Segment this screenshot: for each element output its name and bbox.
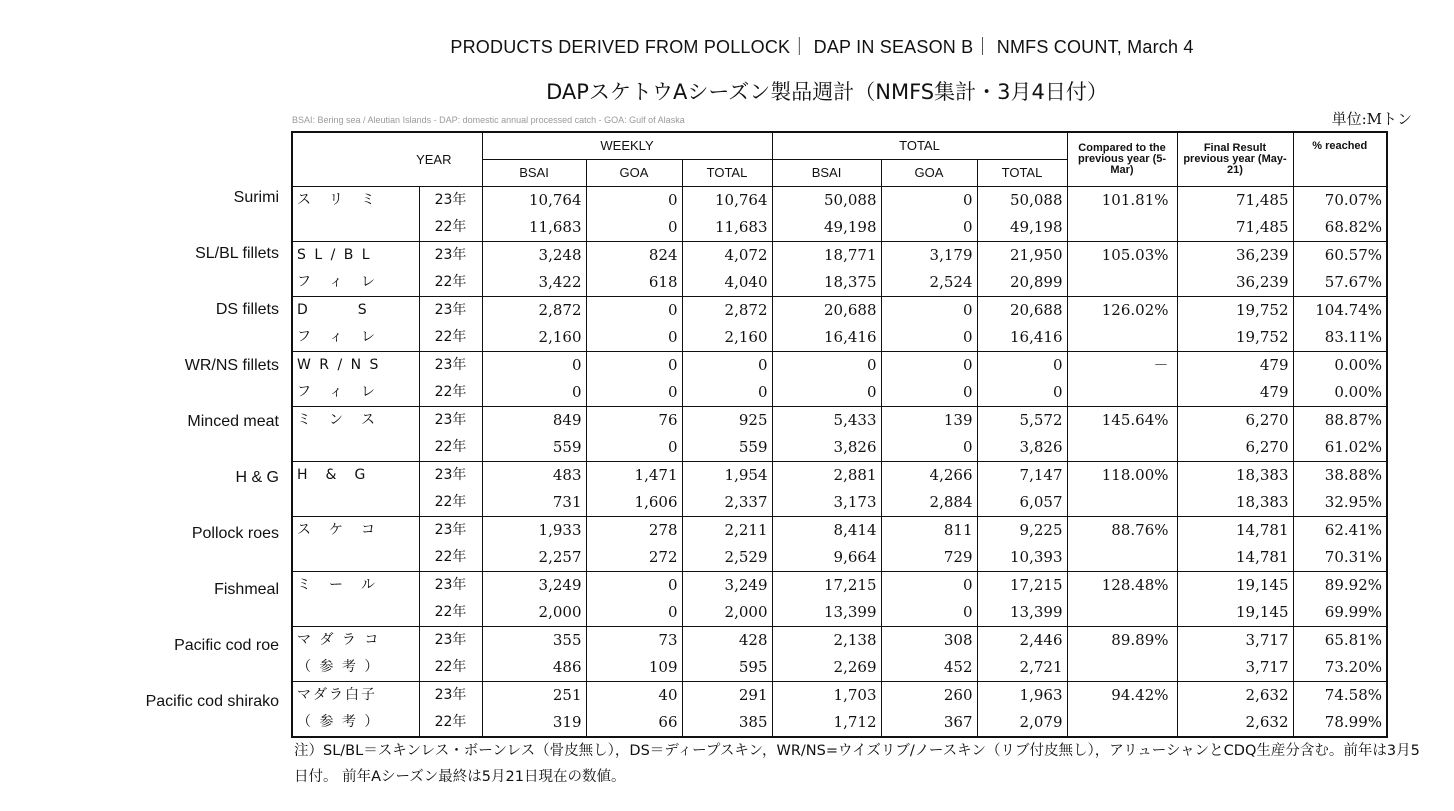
cell-t-bsai: 13,399 (772, 599, 881, 627)
cell-final: 14,781 (1177, 517, 1293, 545)
cell-t-total: 17,215 (977, 572, 1067, 600)
cell-w-total: 925 (682, 407, 772, 435)
cell-reached: 60.57% (1293, 242, 1387, 270)
cell-compared: 101.81% (1067, 187, 1177, 215)
cell-final: 71,485 (1177, 187, 1293, 215)
table-row (292, 379, 1387, 407)
cell-compared: 126.02% (1067, 297, 1177, 325)
cell-t-goa: 0 (881, 572, 977, 600)
row-label (0, 522, 281, 578)
cell-w-goa: 0 (586, 214, 682, 242)
table-row (292, 242, 1387, 270)
cell-w-total: 2,337 (682, 489, 772, 517)
cell-w-bsai: 731 (482, 489, 586, 517)
cell-w-total: 2,872 (682, 297, 772, 325)
table-row (292, 324, 1387, 352)
row-label-text: DS fillets (215, 301, 279, 318)
year-cell: 23年 (419, 572, 482, 600)
cell-t-bsai: 3,173 (772, 489, 881, 517)
cell-t-bsai: 0 (772, 352, 881, 380)
year-cell: 22年 (419, 489, 482, 517)
row-label (0, 242, 281, 298)
cell-t-bsai: 9,664 (772, 544, 881, 572)
product-name-jp: S L / B L (292, 242, 419, 270)
row-label (0, 298, 281, 354)
header-weekly-goa: GOA (586, 160, 682, 187)
year-cell: 23年 (419, 242, 482, 270)
row-label (0, 466, 281, 522)
cell-w-goa: 1,471 (586, 462, 682, 490)
cell-w-goa: 824 (586, 242, 682, 270)
table-row (292, 489, 1387, 517)
cell-w-goa: 278 (586, 517, 682, 545)
cell-t-bsai: 2,269 (772, 654, 881, 682)
cell-t-bsai: 16,416 (772, 324, 881, 352)
year-cell: 22年 (419, 709, 482, 737)
cell-t-bsai: 18,771 (772, 242, 881, 270)
cell-w-bsai: 3,422 (482, 269, 586, 297)
cell-final: 18,383 (1177, 462, 1293, 490)
data-table (291, 131, 1388, 738)
cell-w-goa: 0 (586, 187, 682, 215)
cell-reached: 62.41% (1293, 517, 1387, 545)
table-row (292, 434, 1387, 462)
product-name-jp: W R / N S (292, 352, 419, 380)
cell-w-goa: 0 (586, 379, 682, 407)
cell-t-total: 16,416 (977, 324, 1067, 352)
cell-t-goa: 0 (881, 214, 977, 242)
product-name-jp (292, 599, 419, 627)
cell-reached: 32.95% (1293, 489, 1387, 517)
row-label (0, 410, 281, 466)
cell-t-goa: 0 (881, 324, 977, 352)
cell-w-bsai: 2,000 (482, 599, 586, 627)
year-cell: 22年 (419, 654, 482, 682)
row-label-text: Fishmeal (214, 581, 279, 598)
row-label-text: Minced meat (187, 413, 279, 430)
table-row (292, 269, 1387, 297)
cell-compared: 94.42% (1067, 682, 1177, 710)
cell-w-total: 11,683 (682, 214, 772, 242)
cell-w-goa: 66 (586, 709, 682, 737)
cell-w-bsai: 2,872 (482, 297, 586, 325)
cell-w-total: 0 (682, 379, 772, 407)
japanese-title: DAPスケトウAシーズン製品週計（NMFS集計・3月4日付） (546, 80, 1108, 104)
product-name-jp: マダラ白子 (292, 682, 419, 710)
cell-w-goa: 1,606 (586, 489, 682, 517)
cell-t-bsai: 3,826 (772, 434, 881, 462)
unit-label: 単位:Mトン (1331, 110, 1412, 128)
table-row (292, 599, 1387, 627)
cell-compared: 128.48% (1067, 572, 1177, 600)
cell-reached: 68.82% (1293, 214, 1387, 242)
header-percent-reached: % reached (1293, 132, 1387, 187)
row-label-text: H & G (235, 469, 279, 486)
cell-t-bsai: 1,712 (772, 709, 881, 737)
year-cell: 23年 (419, 462, 482, 490)
cell-reached: 89.92% (1293, 572, 1387, 600)
table-row (292, 572, 1387, 600)
cell-reached: 0.00% (1293, 379, 1387, 407)
cell-final: 3,717 (1177, 654, 1293, 682)
product-name-jp: D S (292, 297, 419, 325)
cell-w-goa: 0 (586, 572, 682, 600)
cell-reached: 0.00% (1293, 352, 1387, 380)
cell-w-bsai: 2,160 (482, 324, 586, 352)
cell-w-bsai: 486 (482, 654, 586, 682)
header-weekly-total: TOTAL (682, 160, 772, 187)
row-labels (0, 186, 281, 746)
year-cell: 23年 (419, 187, 482, 215)
cell-t-bsai: 50,088 (772, 187, 881, 215)
table-row (292, 654, 1387, 682)
cell-w-bsai: 559 (482, 434, 586, 462)
cell-w-total: 0 (682, 352, 772, 380)
cell-t-goa: 3,179 (881, 242, 977, 270)
year-cell: 23年 (419, 517, 482, 545)
cell-t-total: 2,079 (977, 709, 1067, 737)
product-name-jp: ミ ー ル (292, 572, 419, 600)
cell-t-total: 49,198 (977, 214, 1067, 242)
cell-t-goa: 0 (881, 297, 977, 325)
cell-t-total: 6,057 (977, 489, 1067, 517)
cell-reached: 88.87% (1293, 407, 1387, 435)
product-name-jp: （ 参 考 ） (292, 709, 419, 737)
year-cell: 22年 (419, 379, 482, 407)
cell-reached: 38.88% (1293, 462, 1387, 490)
cell-w-goa: 272 (586, 544, 682, 572)
cell-w-total: 428 (682, 627, 772, 655)
header-total-total: TOTAL (977, 160, 1067, 187)
row-label-text: Surimi (233, 189, 279, 206)
cell-t-goa: 4,266 (881, 462, 977, 490)
cell-w-total: 291 (682, 682, 772, 710)
row-label (0, 578, 281, 634)
cell-reached: 83.11% (1293, 324, 1387, 352)
cell-w-total: 10,764 (682, 187, 772, 215)
cell-w-bsai: 319 (482, 709, 586, 737)
cell-t-goa: 139 (881, 407, 977, 435)
cell-reached: 104.74% (1293, 297, 1387, 325)
cell-compared (1067, 214, 1177, 242)
table-row (292, 352, 1387, 380)
cell-t-goa: 260 (881, 682, 977, 710)
year-cell: 22年 (419, 544, 482, 572)
table-row (292, 627, 1387, 655)
row-label-text: Pacific cod shirako (145, 693, 279, 710)
cell-t-goa: 2,524 (881, 269, 977, 297)
cell-final: 479 (1177, 379, 1293, 407)
cell-t-bsai: 17,215 (772, 572, 881, 600)
cell-final: 3,717 (1177, 627, 1293, 655)
cell-w-goa: 0 (586, 324, 682, 352)
cell-w-total: 3,249 (682, 572, 772, 600)
product-name-jp: フ ィ レ (292, 324, 419, 352)
cell-w-bsai: 2,257 (482, 544, 586, 572)
cell-final: 36,239 (1177, 269, 1293, 297)
abbreviation-legend: BSAI: Bering sea / Aleutian Islands - DAP: domestic annual processed catch - GOA: Gulf of Alaska (292, 115, 685, 125)
cell-t-goa: 0 (881, 379, 977, 407)
table-row (292, 544, 1387, 572)
cell-w-bsai: 355 (482, 627, 586, 655)
product-name-jp (292, 214, 419, 242)
cell-compared (1067, 434, 1177, 462)
row-label-text: WR/NS fillets (184, 357, 279, 374)
cell-final: 19,752 (1177, 297, 1293, 325)
header-weekly-bsai: BSAI (482, 160, 586, 187)
cell-t-bsai: 8,414 (772, 517, 881, 545)
product-name-jp: H & G (292, 462, 419, 490)
table-row (292, 517, 1387, 545)
cell-t-bsai: 0 (772, 379, 881, 407)
row-label (0, 690, 281, 746)
table-row (292, 214, 1387, 242)
cell-t-goa: 0 (881, 352, 977, 380)
cell-w-total: 2,529 (682, 544, 772, 572)
year-cell: 23年 (419, 407, 482, 435)
cell-t-total: 2,721 (977, 654, 1067, 682)
cell-reached: 70.07% (1293, 187, 1387, 215)
cell-reached: 57.67% (1293, 269, 1387, 297)
year-cell: 22年 (419, 599, 482, 627)
year-cell: 23年 (419, 627, 482, 655)
cell-t-total: 3,826 (977, 434, 1067, 462)
year-cell: 23年 (419, 682, 482, 710)
cell-w-total: 2,000 (682, 599, 772, 627)
row-label (0, 634, 281, 690)
cell-t-goa: 367 (881, 709, 977, 737)
cell-compared (1067, 599, 1177, 627)
cell-w-total: 2,211 (682, 517, 772, 545)
table-row (292, 682, 1387, 710)
header-total-bsai: BSAI (772, 160, 881, 187)
cell-t-bsai: 49,198 (772, 214, 881, 242)
cell-w-total: 4,040 (682, 269, 772, 297)
cell-compared (1067, 324, 1177, 352)
year-cell: 23年 (419, 297, 482, 325)
cell-final: 6,270 (1177, 434, 1293, 462)
cell-compared: 118.00% (1067, 462, 1177, 490)
cell-w-bsai: 1,933 (482, 517, 586, 545)
cell-t-bsai: 2,881 (772, 462, 881, 490)
year-cell: 22年 (419, 269, 482, 297)
product-name-jp: ス ケ コ (292, 517, 419, 545)
cell-t-goa: 0 (881, 599, 977, 627)
row-label (0, 186, 281, 242)
header-final-result: Final Result previous year (May-21) (1177, 132, 1293, 187)
product-name-jp: ス リ ミ (292, 187, 419, 215)
cell-w-goa: 76 (586, 407, 682, 435)
cell-w-bsai: 0 (482, 379, 586, 407)
row-label-text: SL/BL fillets (195, 245, 279, 262)
cell-t-goa: 452 (881, 654, 977, 682)
cell-t-goa: 0 (881, 187, 977, 215)
cell-w-goa: 618 (586, 269, 682, 297)
cell-t-total: 5,572 (977, 407, 1067, 435)
year-cell: 22年 (419, 324, 482, 352)
cell-final: 2,632 (1177, 682, 1293, 710)
cell-reached: 73.20% (1293, 654, 1387, 682)
table-row (292, 709, 1387, 737)
cell-final: 479 (1177, 352, 1293, 380)
cell-t-bsai: 20,688 (772, 297, 881, 325)
cell-reached: 69.99% (1293, 599, 1387, 627)
cell-w-total: 2,160 (682, 324, 772, 352)
row-label-text: Pollock roes (191, 525, 279, 542)
row-label-text: Pacific cod roe (174, 637, 279, 654)
cell-reached: 78.99% (1293, 709, 1387, 737)
cell-compared (1067, 544, 1177, 572)
cell-final: 36,239 (1177, 242, 1293, 270)
cell-compared: 105.03% (1067, 242, 1177, 270)
cell-w-total: 1,954 (682, 462, 772, 490)
year-cell: 23年 (419, 352, 482, 380)
cell-t-goa: 308 (881, 627, 977, 655)
cell-t-total: 7,147 (977, 462, 1067, 490)
table-row (292, 407, 1387, 435)
cell-final: 14,781 (1177, 544, 1293, 572)
cell-w-total: 385 (682, 709, 772, 737)
cell-compared (1067, 489, 1177, 517)
cell-t-goa: 811 (881, 517, 977, 545)
cell-w-bsai: 10,764 (482, 187, 586, 215)
year-cell: 22年 (419, 434, 482, 462)
cell-final: 18,383 (1177, 489, 1293, 517)
product-name-jp (292, 544, 419, 572)
cell-w-bsai: 11,683 (482, 214, 586, 242)
cell-w-total: 4,072 (682, 242, 772, 270)
cell-t-total: 0 (977, 379, 1067, 407)
cell-w-goa: 40 (586, 682, 682, 710)
cell-t-goa: 2,884 (881, 489, 977, 517)
product-name-jp: （ 参 考 ） (292, 654, 419, 682)
cell-w-bsai: 3,249 (482, 572, 586, 600)
cell-t-total: 13,399 (977, 599, 1067, 627)
cell-reached: 65.81% (1293, 627, 1387, 655)
cell-w-goa: 73 (586, 627, 682, 655)
header-compared: Compared to the previous year (5-Mar) (1067, 132, 1177, 187)
cell-w-bsai: 0 (482, 352, 586, 380)
table-row (292, 187, 1387, 215)
year-cell: 22年 (419, 214, 482, 242)
product-name-jp: フ ィ レ (292, 379, 419, 407)
cell-compared: 89.89% (1067, 627, 1177, 655)
product-name-jp (292, 434, 419, 462)
main-title: PRODUCTS DERIVED FROM POLLOCK｜ DAP IN SEASON B｜ NMFS COUNT, March 4 (450, 37, 1194, 57)
cell-compared (1067, 269, 1177, 297)
cell-t-total: 50,088 (977, 187, 1067, 215)
cell-compared (1067, 709, 1177, 737)
cell-t-total: 21,950 (977, 242, 1067, 270)
header-total-goa: GOA (881, 160, 977, 187)
cell-t-total: 2,446 (977, 627, 1067, 655)
cell-w-goa: 0 (586, 352, 682, 380)
cell-t-total: 10,393 (977, 544, 1067, 572)
cell-t-goa: 0 (881, 434, 977, 462)
cell-w-bsai: 251 (482, 682, 586, 710)
header-weekly: WEEKLY (482, 132, 772, 160)
cell-final: 19,145 (1177, 599, 1293, 627)
cell-final: 2,632 (1177, 709, 1293, 737)
cell-t-bsai: 2,138 (772, 627, 881, 655)
cell-w-goa: 0 (586, 297, 682, 325)
cell-w-goa: 0 (586, 599, 682, 627)
product-name-jp: ミ ン ス (292, 407, 419, 435)
cell-reached: 61.02% (1293, 434, 1387, 462)
cell-w-bsai: 3,248 (482, 242, 586, 270)
product-name-jp: フ ィ レ (292, 269, 419, 297)
table-row (292, 462, 1387, 490)
cell-w-bsai: 483 (482, 462, 586, 490)
cell-t-goa: 729 (881, 544, 977, 572)
cell-t-total: 20,688 (977, 297, 1067, 325)
cell-final: 19,145 (1177, 572, 1293, 600)
product-name-jp: マ ダ ラ コ (292, 627, 419, 655)
cell-reached: 70.31% (1293, 544, 1387, 572)
cell-final: 19,752 (1177, 324, 1293, 352)
cell-t-total: 0 (977, 352, 1067, 380)
cell-t-total: 9,225 (977, 517, 1067, 545)
cell-t-bsai: 1,703 (772, 682, 881, 710)
cell-t-bsai: 5,433 (772, 407, 881, 435)
cell-compared: 88.76% (1067, 517, 1177, 545)
product-name-jp (292, 489, 419, 517)
cell-t-bsai: 18,375 (772, 269, 881, 297)
cell-w-bsai: 849 (482, 407, 586, 435)
cell-compared: － (1067, 352, 1177, 380)
cell-final: 6,270 (1177, 407, 1293, 435)
cell-t-total: 20,899 (977, 269, 1067, 297)
footnote: 注）SL/BL＝スキンレス・ボーンレス（骨皮無し），DS＝ディープスキン，WR/NS=ウイズリブ/ノースキン（リブ付皮無し），アリューシャンとCDQ生産分含む。前年は3月5日付。 前年Aシーズン最終は5月21日現在の数値。 (294, 743, 1420, 785)
cell-compared (1067, 654, 1177, 682)
cell-w-total: 595 (682, 654, 772, 682)
cell-w-total: 559 (682, 434, 772, 462)
cell-w-goa: 109 (586, 654, 682, 682)
table-row (292, 297, 1387, 325)
header-year: YEAR (292, 132, 482, 187)
cell-reached: 74.58% (1293, 682, 1387, 710)
row-label (0, 354, 281, 410)
cell-w-goa: 0 (586, 434, 682, 462)
cell-compared (1067, 379, 1177, 407)
cell-final: 71,485 (1177, 214, 1293, 242)
header-total: TOTAL (772, 132, 1067, 160)
cell-compared: 145.64% (1067, 407, 1177, 435)
cell-t-total: 1,963 (977, 682, 1067, 710)
